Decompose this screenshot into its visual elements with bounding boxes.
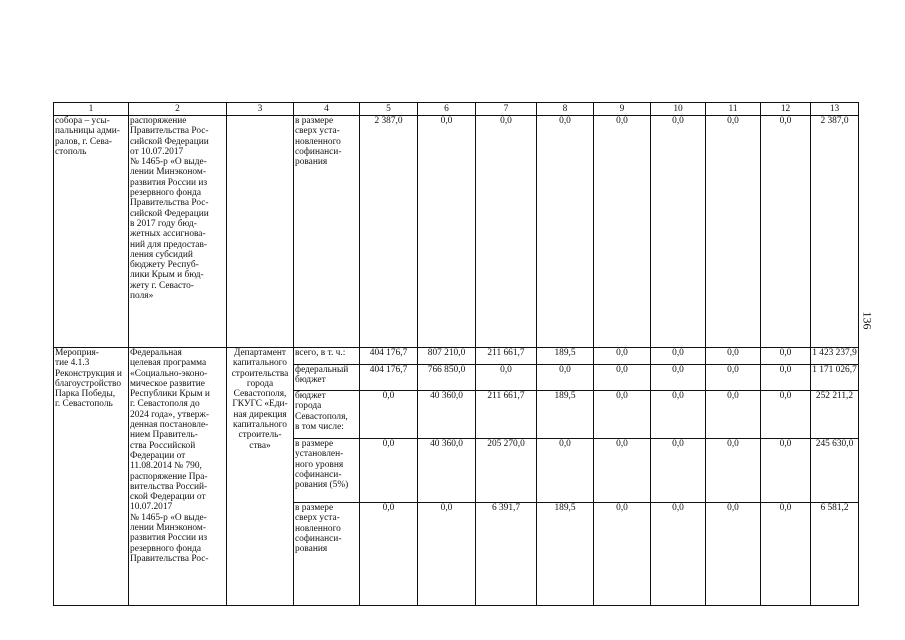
value-cell: 252 211,2 bbox=[811, 391, 859, 439]
value-cell: 1 171 026,7 bbox=[811, 365, 859, 391]
header-cell: 3 bbox=[227, 103, 294, 116]
value-cell: 0,0 bbox=[476, 365, 537, 391]
value-cell: 189,5 bbox=[537, 348, 594, 365]
value-cell: 0,0 bbox=[537, 116, 594, 348]
value-cell: 0,0 bbox=[360, 439, 418, 503]
value-cell: 0,0 bbox=[706, 365, 761, 391]
value-cell: 40 360,0 bbox=[418, 439, 476, 503]
funding-source-cell: всего, в т. ч.: bbox=[294, 348, 360, 365]
value-cell: 0,0 bbox=[594, 391, 651, 439]
value-cell: 6 581,2 bbox=[811, 503, 859, 606]
value-cell: 2 387,0 bbox=[811, 116, 859, 348]
header-cell: 7 bbox=[476, 103, 537, 116]
value-cell: 0,0 bbox=[594, 503, 651, 606]
value-cell: 0,0 bbox=[706, 348, 761, 365]
value-cell: 0,0 bbox=[594, 116, 651, 348]
value-cell: 0,0 bbox=[761, 391, 811, 439]
legal-basis-cell: распоряжение Правительства Рос- сийской Федерации от 10.07.2017 № 1465-р «О выде- лении Минэконом- развития России из резервного фонда Правительства Рос- сийской Федерации в 2017 году бюд- жетных ассигнова- ний для предостав- ления субсидий бюджету Респуб- лики Крым и бюд- жету г. Севасто- поля» bbox=[129, 116, 227, 348]
budget-table bbox=[53, 102, 859, 606]
header-cell: 11 bbox=[706, 103, 761, 116]
object-name-cell: собора – усы- пальницы адми- ралов, г. Сева- стополь bbox=[54, 116, 129, 348]
value-cell: 0,0 bbox=[651, 116, 706, 348]
value-cell: 0,0 bbox=[537, 439, 594, 503]
value-cell: 2 387,0 bbox=[360, 116, 418, 348]
header-cell: 8 bbox=[537, 103, 594, 116]
value-cell: 0,0 bbox=[594, 365, 651, 391]
table-row bbox=[54, 116, 859, 348]
value-cell: 0,0 bbox=[651, 391, 706, 439]
header-cell: 5 bbox=[360, 103, 418, 116]
value-cell: 0,0 bbox=[360, 391, 418, 439]
value-cell: 40 360,0 bbox=[418, 391, 476, 439]
header-cell: 6 bbox=[418, 103, 476, 116]
value-cell: 211 661,7 bbox=[476, 348, 537, 365]
value-cell: 0,0 bbox=[651, 365, 706, 391]
value-cell: 0,0 bbox=[476, 116, 537, 348]
value-cell: 0,0 bbox=[706, 439, 761, 503]
value-cell: 0,0 bbox=[418, 116, 476, 348]
value-cell: 189,5 bbox=[537, 503, 594, 606]
legal-basis-cell: Федеральная целевая программа «Социально-эконо- мическое развитие Республики Крым и г. Севастополя до 2024 года», утверж- денная постановле- нием Правитель- ства Российской Федерации от 11.08.2014 № 790, распоряжение Пра- вительства Россий- ской Федерации от 10.07.2017 № 1465-р «О выде- лении Минэконом- развития России из резервного фонда Правительства Рос- bbox=[129, 348, 227, 606]
value-cell: 0,0 bbox=[761, 439, 811, 503]
value-cell: 404 176,7 bbox=[360, 365, 418, 391]
table-row bbox=[54, 348, 859, 365]
value-cell: 0,0 bbox=[360, 503, 418, 606]
funding-source-cell: в размере установлен- ного уровня софинанси- рования (5%) bbox=[294, 439, 360, 503]
value-cell: 1 423 237,9 bbox=[811, 348, 859, 365]
value-cell: 245 630,0 bbox=[811, 439, 859, 503]
executor-cell bbox=[227, 116, 294, 348]
header-cell: 2 bbox=[129, 103, 227, 116]
value-cell: 6 391,7 bbox=[476, 503, 537, 606]
value-cell: 0,0 bbox=[594, 348, 651, 365]
value-cell: 0,0 bbox=[761, 365, 811, 391]
object-name-cell: Мероприя- тие 4.1.3 Реконструкция и благоустройство Парка Победы, г. Севастополь bbox=[54, 348, 129, 606]
value-cell: 0,0 bbox=[651, 439, 706, 503]
value-cell: 0,0 bbox=[706, 503, 761, 606]
value-cell: 211 661,7 bbox=[476, 391, 537, 439]
executor-cell: Департамент капитального строительства города Севастополя, ГКУГС «Еди- ная дирекция капитального строитель- ства» bbox=[227, 348, 294, 606]
page-number: 136 bbox=[860, 311, 875, 330]
value-cell: 0,0 bbox=[706, 391, 761, 439]
value-cell: 189,5 bbox=[537, 391, 594, 439]
value-cell: 0,0 bbox=[651, 503, 706, 606]
value-cell: 766 850,0 bbox=[418, 365, 476, 391]
header-cell: 12 bbox=[761, 103, 811, 116]
value-cell: 0,0 bbox=[651, 348, 706, 365]
value-cell: 0,0 bbox=[594, 439, 651, 503]
value-cell: 0,0 bbox=[706, 116, 761, 348]
value-cell: 807 210,0 bbox=[418, 348, 476, 365]
value-cell: 0,0 bbox=[418, 503, 476, 606]
funding-source-cell: бюджет города Севастополя, в том числе: bbox=[294, 391, 360, 439]
value-cell: 0,0 bbox=[761, 116, 811, 348]
value-cell: 0,0 bbox=[761, 348, 811, 365]
header-cell: 4 bbox=[294, 103, 360, 116]
header-cell: 1 bbox=[54, 103, 129, 116]
value-cell: 205 270,0 bbox=[476, 439, 537, 503]
funding-source-cell: в размере сверх уста- новленного софинанси- рования bbox=[294, 116, 360, 348]
header-cell: 10 bbox=[651, 103, 706, 116]
funding-source-cell: в размере сверх уста- новленного софинанси- рования bbox=[294, 503, 360, 606]
value-cell: 0,0 bbox=[761, 503, 811, 606]
value-cell: 404 176,7 bbox=[360, 348, 418, 365]
header-cell: 13 bbox=[811, 103, 859, 116]
value-cell: 0,0 bbox=[537, 365, 594, 391]
header-row bbox=[54, 103, 859, 116]
funding-source-cell: федеральный бюджет bbox=[294, 365, 360, 391]
header-cell: 9 bbox=[594, 103, 651, 116]
